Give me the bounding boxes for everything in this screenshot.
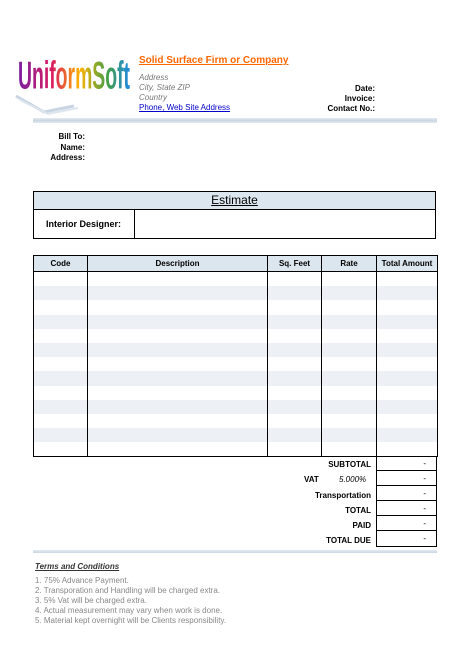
table-row xyxy=(34,272,438,287)
table-row xyxy=(34,343,438,357)
table-row xyxy=(34,300,438,314)
terms-item: 3. 5% Vat will be charged extra. xyxy=(35,596,147,605)
items-table xyxy=(33,255,438,457)
total-amount-cell[interactable] xyxy=(377,428,438,442)
column-header-total-amount: Total Amount xyxy=(377,256,438,272)
rate-cell[interactable] xyxy=(322,315,377,329)
rate-cell[interactable] xyxy=(322,343,377,357)
description-cell[interactable] xyxy=(88,272,268,287)
column-header-code: Code xyxy=(34,256,88,272)
invoice-label: Invoice: xyxy=(344,94,375,103)
sq-feet-cell[interactable] xyxy=(268,300,322,314)
interior-designer-label: Interior Designer: xyxy=(34,210,135,238)
sq-feet-cell[interactable] xyxy=(268,357,322,371)
total-amount-cell[interactable] xyxy=(377,272,438,287)
code-cell[interactable] xyxy=(34,371,88,385)
estimate-title: Estimate xyxy=(34,192,435,210)
total-amount-cell[interactable] xyxy=(377,300,438,314)
code-cell[interactable] xyxy=(34,315,88,329)
subtotal-label: SUBTOTAL xyxy=(328,460,371,469)
estimate-box xyxy=(33,191,436,239)
code-cell[interactable] xyxy=(34,428,88,442)
terms-title: Terms and Conditions xyxy=(35,562,120,571)
table-row xyxy=(34,386,438,400)
description-cell[interactable] xyxy=(88,371,268,385)
company-country: Country xyxy=(139,93,168,102)
subtotal-value: - xyxy=(376,456,437,471)
company-logo xyxy=(14,46,134,116)
table-row xyxy=(34,428,438,442)
table-row xyxy=(34,286,438,300)
description-cell[interactable] xyxy=(88,329,268,343)
rate-cell[interactable] xyxy=(322,371,377,385)
sq-feet-cell[interactable] xyxy=(268,315,322,329)
rate-cell[interactable] xyxy=(322,442,377,457)
sq-feet-cell[interactable] xyxy=(268,442,322,457)
sq-feet-cell[interactable] xyxy=(268,329,322,343)
total-amount-cell[interactable] xyxy=(377,329,438,343)
transportation-value[interactable]: - xyxy=(376,486,437,501)
description-cell[interactable] xyxy=(88,300,268,314)
total-amount-cell[interactable] xyxy=(377,442,438,457)
terms-item: 1. 75% Advance Payment. xyxy=(35,576,129,585)
terms-item: 4. Actual measurement may vary when work is done. xyxy=(35,606,223,615)
total-due-value: - xyxy=(376,531,437,547)
company-city: City, State ZIP xyxy=(139,83,190,92)
sq-feet-cell[interactable] xyxy=(268,428,322,442)
terms-divider xyxy=(33,550,437,553)
items-body xyxy=(34,272,438,457)
sq-feet-cell[interactable] xyxy=(268,343,322,357)
total-amount-cell[interactable] xyxy=(377,315,438,329)
table-row xyxy=(34,442,438,457)
contact-no-label: Contact No.: xyxy=(327,104,375,113)
sq-feet-cell[interactable] xyxy=(268,386,322,400)
date-label: Date: xyxy=(354,84,375,93)
description-cell[interactable] xyxy=(88,442,268,457)
description-cell[interactable] xyxy=(88,315,268,329)
code-cell[interactable] xyxy=(34,343,88,357)
description-cell[interactable] xyxy=(88,386,268,400)
column-header-description: Description xyxy=(88,256,268,272)
table-row xyxy=(34,357,438,371)
total-amount-cell[interactable] xyxy=(377,286,438,300)
interior-designer-field[interactable] xyxy=(136,210,435,238)
description-cell[interactable] xyxy=(88,343,268,357)
header-divider xyxy=(33,118,437,123)
table-row xyxy=(34,329,438,343)
vat-rate[interactable]: 5.000% xyxy=(339,475,367,484)
sq-feet-cell[interactable] xyxy=(268,371,322,385)
terms-item: 5. Material kept overnight will be Clients responsibility. xyxy=(35,616,227,625)
total-amount-cell[interactable] xyxy=(377,400,438,414)
code-cell[interactable] xyxy=(34,329,88,343)
total-amount-cell[interactable] xyxy=(377,371,438,385)
table-row xyxy=(34,371,438,385)
column-header-sq-feet: Sq. Feet xyxy=(268,256,322,272)
name-label: Name: xyxy=(60,143,85,152)
bill-to-label: Bill To: xyxy=(58,132,85,141)
total-value: - xyxy=(376,501,437,516)
rate-cell[interactable] xyxy=(322,357,377,371)
logo-text: UniformSoft xyxy=(17,54,130,98)
code-cell[interactable] xyxy=(34,272,88,287)
rate-cell[interactable] xyxy=(322,286,377,300)
rate-cell[interactable] xyxy=(322,272,377,287)
description-cell[interactable] xyxy=(88,400,268,414)
rate-cell[interactable] xyxy=(322,386,377,400)
code-cell[interactable] xyxy=(34,414,88,428)
total-label: TOTAL xyxy=(345,506,371,515)
rate-cell[interactable] xyxy=(322,329,377,343)
terms-item: 2. Transporation and Handling will be charged extra. xyxy=(35,586,220,595)
table-row xyxy=(34,400,438,414)
sq-feet-cell[interactable] xyxy=(268,286,322,300)
company-address: Address xyxy=(139,73,169,82)
company-contact-link[interactable]: Phone, Web Site Address xyxy=(139,103,231,112)
description-cell[interactable] xyxy=(88,357,268,371)
total-due-label: TOTAL DUE xyxy=(326,536,371,545)
rate-cell[interactable] xyxy=(322,414,377,428)
company-name: Solid Surface Firm or Company xyxy=(139,55,289,66)
description-cell[interactable] xyxy=(88,428,268,442)
sq-feet-cell[interactable] xyxy=(268,400,322,414)
table-row xyxy=(34,414,438,428)
code-cell[interactable] xyxy=(34,286,88,300)
total-amount-cell[interactable] xyxy=(377,343,438,357)
rate-cell[interactable] xyxy=(322,428,377,442)
code-cell[interactable] xyxy=(34,357,88,371)
code-cell[interactable] xyxy=(34,386,88,400)
paid-label: PAID xyxy=(352,521,371,530)
vat-label: VAT xyxy=(304,475,319,484)
sq-feet-cell[interactable] xyxy=(268,414,322,428)
code-cell[interactable] xyxy=(34,400,88,414)
rate-cell[interactable] xyxy=(322,300,377,314)
description-cell[interactable] xyxy=(88,414,268,428)
paid-value[interactable]: - xyxy=(376,516,437,531)
transportation-label: Transportation xyxy=(314,491,371,500)
table-row xyxy=(34,315,438,329)
sq-feet-cell[interactable] xyxy=(268,272,322,287)
total-amount-cell[interactable] xyxy=(377,386,438,400)
column-header-rate: Rate xyxy=(322,256,377,272)
code-cell[interactable] xyxy=(34,442,88,457)
total-amount-cell[interactable] xyxy=(377,357,438,371)
description-cell[interactable] xyxy=(88,286,268,300)
table-header-row xyxy=(34,256,438,272)
total-amount-cell[interactable] xyxy=(377,414,438,428)
rate-cell[interactable] xyxy=(322,400,377,414)
address-label: Address: xyxy=(50,153,85,162)
vat-value: - xyxy=(376,471,437,486)
code-cell[interactable] xyxy=(34,300,88,314)
